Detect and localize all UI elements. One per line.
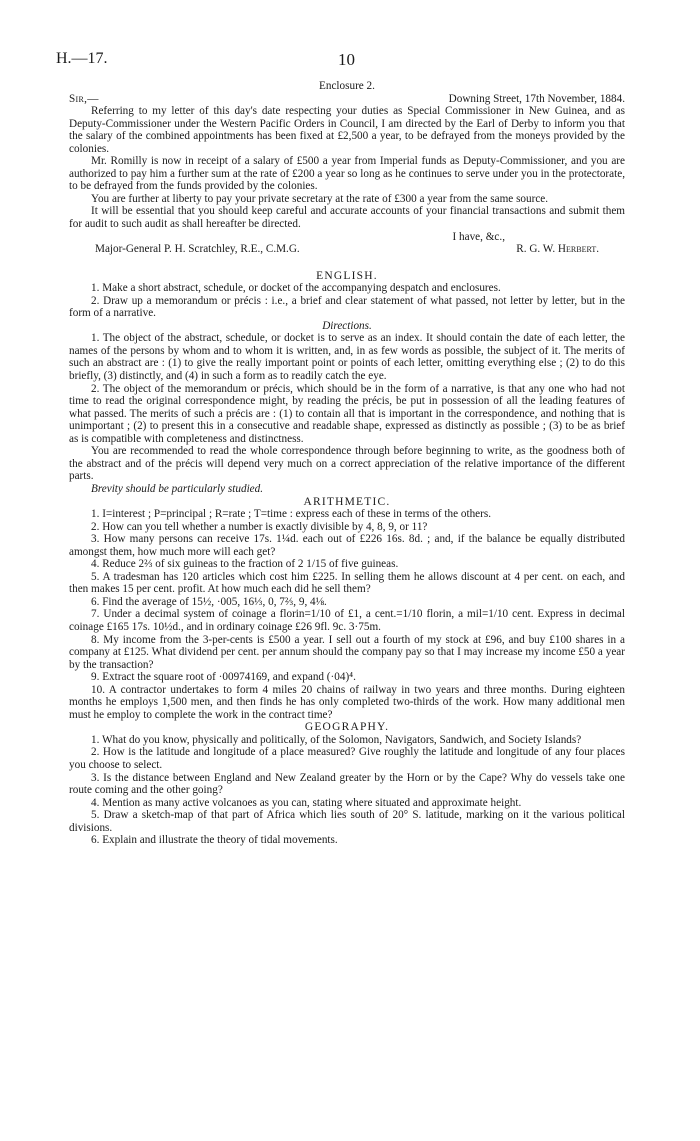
document-reference: H.—17. [56, 50, 108, 67]
question-item: 8. My income from the 3-per-cents is £500 a year. I sell out a fourth of my stock at £96, and buy £100 shares in a company at £125. What dividend per cent. per annum should the company pay so that I may increase my income £50 a year by the transaction? [69, 633, 625, 671]
english-directions [69, 332, 625, 495]
letter-paragraph: You are further at liberty to pay your private secretary at the rate of £300 a year from the same source. [91, 192, 549, 205]
salutation: Sir,— [69, 92, 99, 105]
signature-row [69, 243, 625, 256]
question-item: 2. Draw up a memorandum or précis : i.e., a brief and clear statement of what passed, not letter by letter, but in the form of a narrative. [69, 294, 625, 320]
enclosure-title: Enclosure 2. [319, 80, 375, 92]
section-heading-english: ENGLISH. [316, 269, 378, 282]
question-item: 3. How many persons can receive 17s. 1¼d. each out of £226 16s. 8d. ; and, if the balance be equally distributed amongst them, how much more will each get? [69, 533, 625, 558]
section-heading-arithmetic: ARITHMETIC. [303, 495, 391, 508]
question-item: 1. Make a short abstract, schedule, or docket of the accompanying despatch and enclosures. [91, 282, 501, 295]
letter-paragraph: It will be essential that you should keep careful and accurate accounts of your financial transactions and submit them for audit to such audit as shall hereafter be directed. [69, 205, 625, 231]
question-item: 1. I=interest ; P=principal ; R=rate ; T=time : express each of these in terms of the others. [91, 508, 492, 521]
letter-paragraph: Referring to my letter of this day's date respecting your duties as Special Commissioner in New Guinea, and as Deputy-Commissioner under the Western Pacific Orders in Council, I am directed by the Earl of Derby to inform you that the salary of the combined appointments has been fixed at £2,500 a year, to be defrayed from the moneys provided by the colonies. [69, 105, 625, 155]
question-item: 1. What do you know, physically and politically, of the Solomon, Navigators, Sandwich, and Society Islands? [91, 733, 582, 746]
section-heading-geography: GEOGRAPHY. [304, 721, 390, 734]
question-item: 6. Explain and illustrate the theory of tidal movements. [91, 834, 338, 847]
question-item: 4. Reduce 2⅔ of six guineas to the fraction of 2 1/15 of five guineas. [91, 558, 399, 571]
english-questions [69, 282, 625, 320]
page-number: 10 [338, 50, 355, 69]
directions-heading: Directions. [322, 319, 372, 332]
question-item: 10. A contractor undertakes to form 4 miles 20 chains of railway in two years and three months. During eighteen months he employs 1,500 men, and then finds he has only completed two-thirds of the work. How many additional men must he employ to complete the work in the contract time? [69, 683, 625, 721]
question-item: 6. Find the average of 15½, ·005, 16⅓, 0, 7⅔, 9, 4⅛. [91, 595, 327, 608]
question-item: 4. Mention as many active volcanoes as you can, stating where situated and approximate height. [91, 796, 522, 809]
letter-header-row [69, 93, 625, 106]
letter-closing: I have, &c., [452, 230, 505, 243]
question-item: 9. Extract the square root of ·00974169, and expand (·04)⁴. [91, 671, 356, 684]
question-item: 5. A tradesman has 120 articles which cost him £225. In selling them he allows discount at 4 per cent. on each, and then makes 15 per cent. profit. At how much each did he sell them? [69, 570, 625, 596]
question-item: 2. How can you tell whether a number is exactly divisible by 4, 8, 9, or 11? [91, 520, 428, 533]
brevity-note: Brevity should be particularly studied. [91, 482, 264, 495]
letter-paragraph: Mr. Romilly is now in receipt of a salary of £500 a year from Imperial funds as Deputy-Commissioner, and you are authorized to pay him a further sum at the rate of £200 a year so long as he continues to serve under you in the protectorate, to be defrayed from the funds provided by the colonies. [69, 155, 625, 193]
geography-questions [69, 734, 625, 847]
place-date: Downing Street, 17th November, 1884. [448, 92, 625, 105]
addressee: Major-General P. H. Scratchley, R.E., C.M.G. [95, 243, 300, 256]
direction-item: 2. The object of the memorandum or précis, which should be in the form of a narrative, is that any one who had not time to read the original correspondence might, by reading the précis, be put in possession of all the leading features of what passed. The merits of such a précis are : (1) to contain all that is important in the correspondence, and nothing that is unimportant ; (2) to present this in a consecutive and readable shape, expressed as distinctly as possible ; (3) to be as brief as is compatible with completeness and distinctness. [69, 382, 625, 445]
question-item: 5. Draw a sketch-map of that part of Africa which lies south of 20° S. latitude, marking on it the various political divisions. [69, 809, 625, 834]
question-item: 2. How is the latitude and longitude of a place measured? Give roughly the latitude and longitude of any four places you choose to select. [69, 746, 625, 771]
arithmetic-questions [69, 508, 625, 721]
signature: R. G. W. Herbert. [516, 243, 599, 256]
page-content [69, 80, 625, 847]
question-item: 3. Is the distance between England and New Zealand greater by the Horn or by the Cape? Why do vessels take one route coming and the other going? [69, 771, 625, 797]
direction-item: You are recommended to read the whole correspondence through before beginning to write, as the goodness both of the abstract and of the précis will depend very much on a correct appreciation of the relative importance of the different parts. [69, 445, 625, 483]
direction-item: 1. The object of the abstract, schedule, or docket is to serve as an index. It should contain the date of each letter, the names of the persons by whom and to whom it is written, and, in as few words as possible, the subject of it. The merits of such an abstract are : (1) to give the really important point or points of each letter, omitting everything else ; (2) to do this briefly, (3) distinctly, and (4) in such a form as to readily catch the eye. [69, 332, 625, 383]
question-item: 7. Under a decimal system of coinage a florin=1/10 of £1, a cent.=1/10 florin, a mil=1/10 cent. Express in decimal coinage £165 17s. 10½d., and in ordinary coinage £26 9fl. 9c. 3·75m. [69, 608, 625, 633]
